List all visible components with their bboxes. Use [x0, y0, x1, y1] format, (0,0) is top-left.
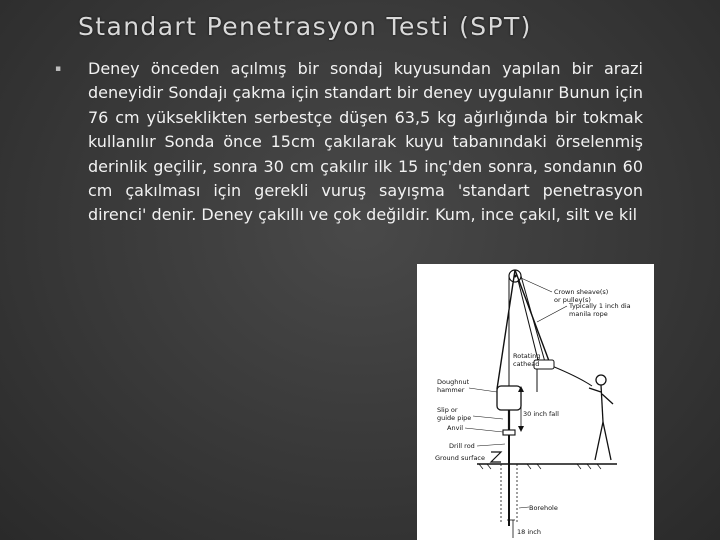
rope-leader	[537, 306, 567, 322]
label-depth: 18 inch	[517, 528, 541, 536]
label-pulleys: or pulley(s)	[554, 296, 591, 304]
label-anvil: Anvil	[447, 424, 464, 432]
label-cathead-1: Rotating	[513, 352, 541, 360]
rope-to-cathead-1	[521, 276, 545, 362]
label-rope-2: manila rope	[569, 310, 608, 318]
label-rope-1: Typically 1 inch dia	[569, 302, 631, 310]
spt-diagram-figure	[417, 264, 654, 540]
slide-title: Standart Penetrasyon Testi (SPT)	[78, 12, 532, 41]
label-cathead-2: cathead	[513, 360, 540, 368]
anvil-icon	[503, 430, 515, 435]
drillrod-leader	[477, 444, 505, 446]
label-slip-2: guide pipe	[437, 414, 472, 422]
doughnut-hammer-icon	[497, 386, 521, 410]
borehole-leader	[519, 507, 529, 508]
label-drill-rod: Drill rod	[449, 442, 475, 450]
operator-figure-icon	[589, 375, 613, 460]
label-hammer-2: hammer	[437, 386, 465, 394]
anvil-leader	[465, 428, 503, 432]
label-hammer-1: Doughnut	[437, 378, 470, 386]
spt-diagram	[417, 264, 654, 540]
label-slip-1: Slip or	[437, 406, 458, 414]
small-square-bullet-icon: ▪	[55, 64, 62, 74]
crown-leader	[521, 278, 552, 292]
label-borehole: Borehole	[529, 504, 558, 512]
body-paragraph: Deney önceden açılmış bir sondaj kuyusundan yapılan bir arazi deneyidir Sondajı çakma için standart bir deney uygulanır Bunun için 76 cm yükseklikten serbestçe düşen 63,5 kg ağırlığında bir tokmak kullanılır Sonda önce 15cm çakılarak kuyu tabanındaki örselenmiş derinlik geçilir, sonra 30 cm çakılır ilk 15 inç'den sonra, sondanın 60 cm çakılması için gerekli vuruş sayışma 'standart penetrasyon direnci' denir. Deney çakıllı ve çok değildir. Kum, ince çakıl, silt ve kil	[88, 59, 643, 225]
fall-arrow-down	[518, 426, 524, 432]
ground-mark-icon	[491, 452, 501, 462]
slip-leader	[473, 416, 503, 419]
hammer-leader	[469, 388, 497, 392]
label-fall: 30 inch fall	[523, 410, 559, 418]
ground-hatch	[479, 464, 601, 469]
label-ground-surface: Ground surface	[435, 454, 485, 462]
mast-leg-left	[497, 270, 515, 389]
label-crown-sheave: Crown sheave(s)	[554, 288, 609, 296]
